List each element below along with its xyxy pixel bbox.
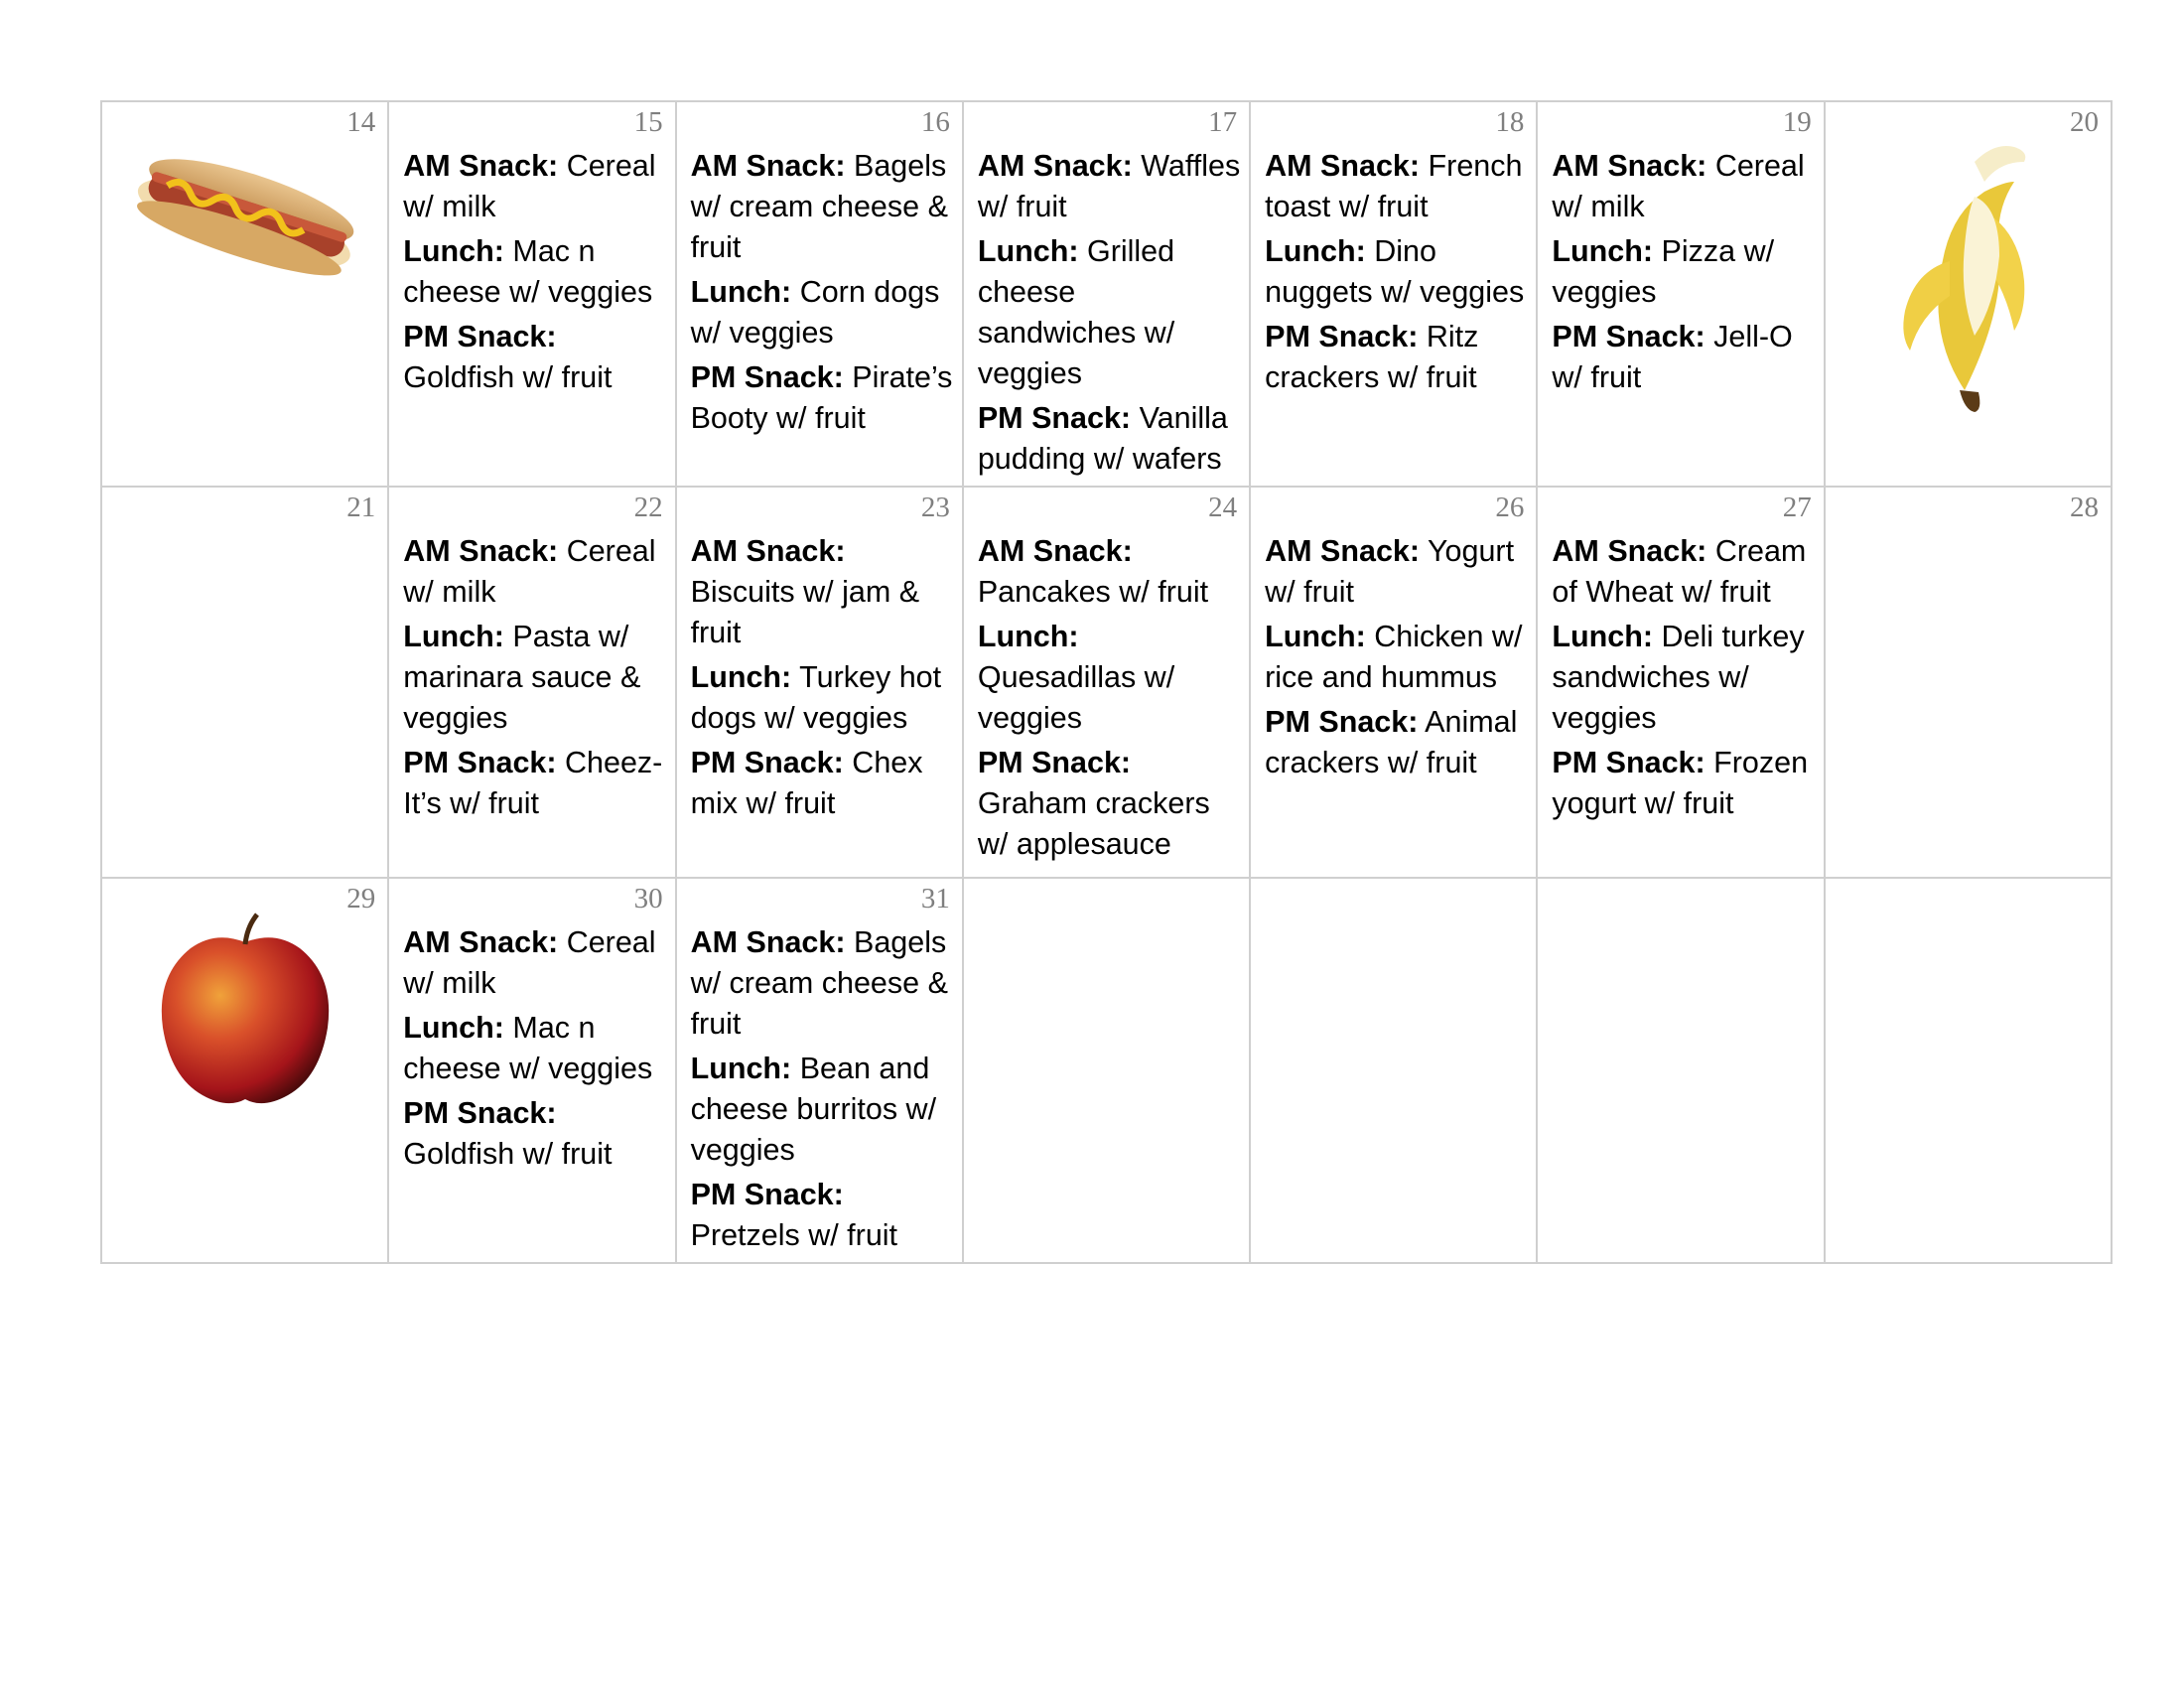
meal-pm-snack: PM Snack: Chex mix w/ fruit [690, 746, 923, 820]
meal-lunch: Lunch: Quesadillas w/ veggies [977, 620, 1175, 735]
meal-lunch: Lunch: Mac n cheese w/ veggies [403, 1011, 653, 1085]
apple-image [102, 879, 388, 1262]
meal-am-snack: AM Snack: Cream of Wheat w/ fruit [1552, 534, 1807, 609]
meal-lunch: Lunch: Dino nuggets w/ veggies [1265, 234, 1525, 309]
day-number: 16 [920, 106, 950, 138]
week-row [101, 487, 2112, 878]
meal-pm-snack: PM Snack: Pretzels w/ fruit [690, 1178, 898, 1252]
meal-pm-snack: PM Snack: Goldfish w/ fruit [403, 1096, 613, 1171]
meal-pm-snack: PM Snack: Jell-O w/ fruit [1552, 320, 1793, 394]
meal-pm-snack: PM Snack: Frozen yogurt w/ fruit [1552, 746, 1809, 820]
day-cell [101, 101, 388, 487]
day-cell [1250, 487, 1537, 878]
menu-calendar [100, 100, 2113, 1264]
day-number: 29 [346, 883, 376, 914]
meal-am-snack: AM Snack: Cereal w/ milk [403, 149, 656, 223]
meal-pm-snack: PM Snack: Cheez-It’s w/ fruit [403, 746, 663, 820]
day-cell [101, 878, 388, 1263]
meal-lunch: Lunch: Deli turkey sandwiches w/ veggies [1552, 620, 1805, 735]
meal-lunch: Lunch: Turkey hot dogs w/ veggies [690, 660, 942, 735]
banana-image [1826, 102, 2112, 486]
meal-lunch: Lunch: Pasta w/ marinara sauce & veggies [403, 620, 641, 735]
day-cell-empty [1537, 878, 1824, 1263]
day-number: 31 [920, 883, 950, 914]
day-number: 15 [633, 106, 663, 138]
day-cell [676, 101, 963, 487]
day-cell [388, 487, 675, 878]
day-number: 21 [346, 492, 376, 523]
day-cell [676, 487, 963, 878]
meal-lunch: Lunch: Pizza w/ veggies [1552, 234, 1775, 309]
meal-lunch: Lunch: Bean and cheese burritos w/ veggies [690, 1052, 937, 1167]
week-row [101, 101, 2112, 487]
day-cell [1825, 101, 2112, 487]
day-cell [101, 487, 388, 878]
meal-am-snack: AM Snack: French toast w/ fruit [1265, 149, 1523, 223]
day-cell [1537, 487, 1824, 878]
day-cell-empty [1250, 878, 1537, 1263]
day-number: 28 [2070, 492, 2099, 523]
day-number: 22 [633, 492, 663, 523]
meal-am-snack: AM Snack: Bagels w/ cream cheese & fruit [690, 925, 948, 1041]
day-number: 27 [1782, 492, 1812, 523]
meal-pm-snack: PM Snack: Graham crackers w/ applesauce [977, 746, 1210, 861]
meal-pm-snack: PM Snack: Ritz crackers w/ fruit [1265, 320, 1479, 394]
meal-am-snack: AM Snack: Yogurt w/ fruit [1265, 534, 1515, 609]
day-cell [963, 487, 1250, 878]
day-number: 30 [633, 883, 663, 914]
meal-lunch: Lunch: Corn dogs w/ veggies [690, 275, 940, 350]
day-cell [1537, 101, 1824, 487]
meal-am-snack: AM Snack: Cereal w/ milk [403, 534, 656, 609]
meal-am-snack: AM Snack: Pancakes w/ fruit [977, 534, 1209, 609]
day-number: 19 [1782, 106, 1812, 138]
meal-am-snack: AM Snack: Waffles w/ fruit [977, 149, 1241, 223]
day-number: 24 [1208, 492, 1238, 523]
day-cell [388, 878, 675, 1263]
meal-am-snack: AM Snack: Bagels w/ cream cheese & fruit [690, 149, 948, 264]
day-cell [1825, 487, 2112, 878]
meal-pm-snack: PM Snack: Animal crackers w/ fruit [1265, 705, 1518, 779]
meal-am-snack: AM Snack: Cereal w/ milk [403, 925, 656, 1000]
week-row [101, 878, 2112, 1263]
hotdog-image [102, 102, 388, 486]
day-number: 17 [1208, 106, 1238, 138]
day-number: 20 [2070, 106, 2099, 138]
day-number: 23 [920, 492, 950, 523]
meal-pm-snack: PM Snack: Vanilla pudding w/ wafers [977, 401, 1228, 476]
meal-pm-snack: PM Snack: Pirate’s Booty w/ fruit [690, 360, 953, 435]
day-cell [388, 101, 675, 487]
meal-lunch: Lunch: Chicken w/ rice and hummus [1265, 620, 1523, 694]
meal-am-snack: AM Snack: Biscuits w/ jam & fruit [690, 534, 920, 649]
meal-pm-snack: PM Snack: Goldfish w/ fruit [403, 320, 613, 394]
day-cell-empty [963, 878, 1250, 1263]
day-cell-empty [1825, 878, 2112, 1263]
day-number: 26 [1495, 492, 1525, 523]
day-cell [963, 101, 1250, 487]
meal-lunch: Lunch: Mac n cheese w/ veggies [403, 234, 653, 309]
meal-am-snack: AM Snack: Cereal w/ milk [1552, 149, 1805, 223]
day-cell [676, 878, 963, 1263]
meal-lunch: Lunch: Grilled cheese sandwiches w/ veggies [977, 234, 1175, 390]
day-number: 18 [1495, 106, 1525, 138]
day-cell [1250, 101, 1537, 487]
day-number: 14 [346, 106, 376, 138]
